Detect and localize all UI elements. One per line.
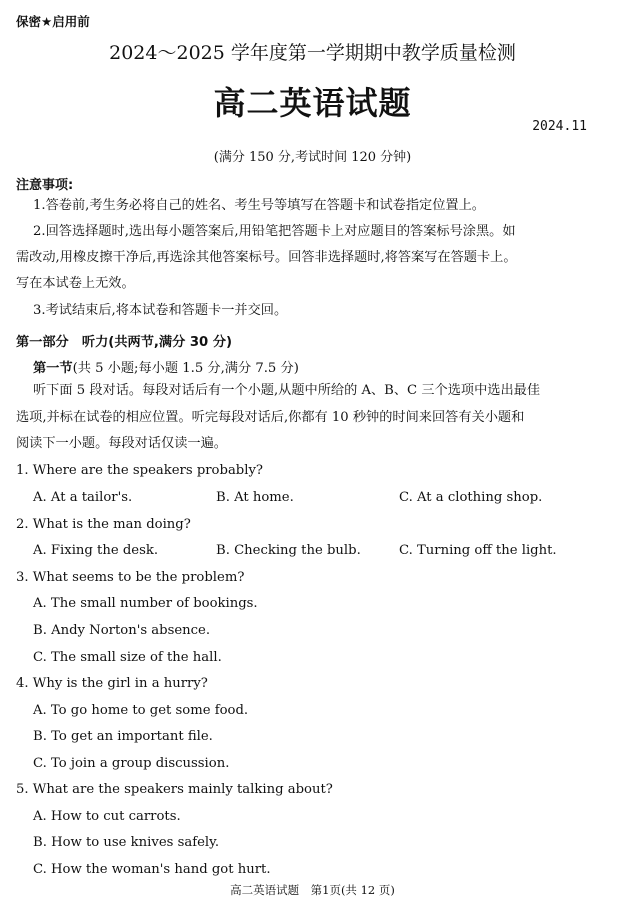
question-3-option-b: B. Andy Norton's absence. [33, 623, 211, 638]
question-3-option-c: C. The small size of the hall. [33, 650, 222, 665]
notice-heading: 注意事项: [16, 178, 74, 193]
notice-item-2-line-2: 需改动,用橡皮擦干净后,再选涂其他答案标号。回答非选择题时,将答案写在答题卡上。 [16, 250, 517, 265]
listening-instructions-line-1: 听下面 5 段对话。每段对话后有一个小题,从题中所给的 A、B、C 三个选项中选出最佳 [33, 383, 541, 398]
question-2-option-b: B. Checking the bulb. [216, 543, 361, 558]
exam-date: 2024.11 [532, 119, 587, 134]
question-5-stem: 5. What are the speakers mainly talking about? [16, 782, 333, 797]
question-1-option-b: B. At home. [216, 490, 294, 505]
question-4-option-c: C. To join a group discussion. [33, 756, 230, 771]
notice-item-2-line-3: 写在本试卷上无效。 [16, 276, 135, 291]
page-title: 高二英语试题 [213, 84, 412, 122]
section-one-detail: (共 5 小题;每小题 1.5 分,满分 7.5 分) [72, 361, 299, 376]
part-one-heading: 第一部分 听力(共两节,满分 30 分) [16, 335, 233, 350]
question-3-stem: 3. What seems to be the problem? [16, 570, 245, 585]
confidential-label: 保密★启用前 [16, 14, 90, 29]
section-one-label: 第一节 [33, 361, 73, 376]
listening-instructions-line-3: 阅读下一小题。每段对话仅读一遍。 [16, 436, 227, 451]
question-3-option-a: A. The small number of bookings. [33, 596, 258, 611]
question-5-option-c: C. How the woman's hand got hurt. [33, 862, 271, 877]
listening-instructions-line-2: 选项,并标在试卷的相应位置。听完每段对话后,你都有 10 秒钟的时间来回答有关小题和 [16, 410, 525, 425]
score-time-note: (满分 150 分,考试时间 120 分钟) [213, 150, 412, 165]
question-1-stem: 1. Where are the speakers probably? [16, 463, 263, 478]
question-5-option-b: B. How to use knives safely. [33, 835, 220, 850]
question-4-option-b: B. To get an important file. [33, 729, 213, 744]
question-1-option-c: C. At a clothing shop. [399, 490, 543, 505]
question-2-stem: 2. What is the man doing? [16, 517, 191, 532]
question-4-option-a: A. To go home to get some food. [33, 703, 249, 718]
page-footer: 高二英语试题 第1页(共 12 页) [230, 883, 395, 897]
question-5-option-a: A. How to cut carrots. [33, 809, 181, 824]
section-one-heading [33, 357, 299, 376]
question-1-option-a: A. At a tailor's. [33, 490, 133, 505]
notice-item-1: 1.答卷前,考生务必将自己的姓名、考生号等填写在答题卡和试卷指定位置上。 [33, 198, 485, 213]
notice-item-3: 3.考试结束后,将本试卷和答题卡一并交回。 [33, 303, 288, 318]
question-4-stem: 4. Why is the girl in a hurry? [16, 676, 208, 691]
question-2-option-a: A. Fixing the desk. [33, 543, 159, 558]
notice-item-2-line-1: 2.回答选择题时,选出每小题答案后,用铅笔把答题卡上对应题目的答案标号涂黑。如 [33, 224, 516, 239]
exam-name: 2024～2025 学年度第一学期期中教学质量检测 [109, 42, 516, 64]
question-2-option-c: C. Turning off the light. [399, 543, 557, 558]
